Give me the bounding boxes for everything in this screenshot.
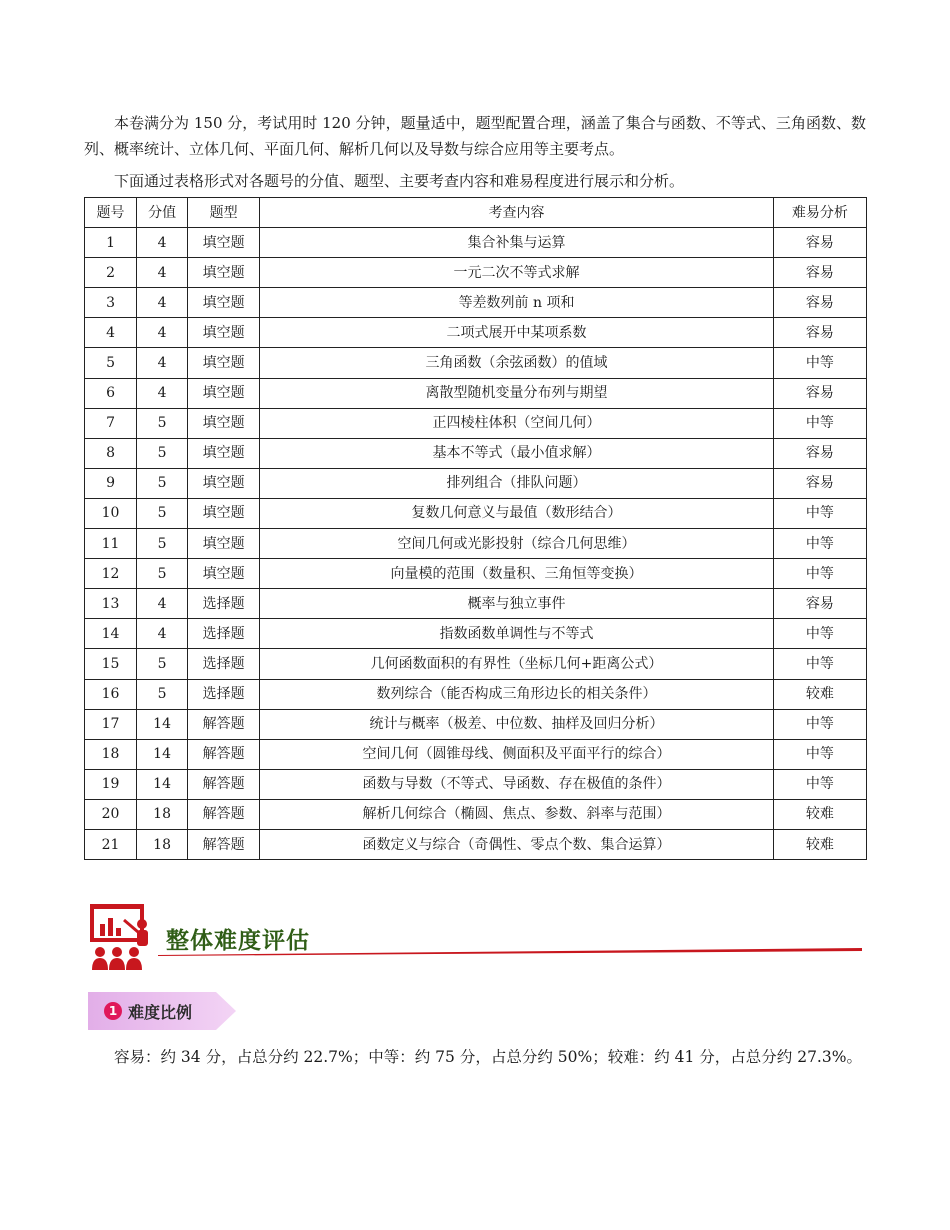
cell-score: 4 [137,318,188,348]
header-difficulty: 难易分析 [773,198,866,228]
cell-score: 5 [137,649,188,679]
cell-difficulty: 较难 [773,829,866,859]
cell-difficulty: 容易 [773,378,866,408]
table-row [85,649,867,679]
cell-question-number: 13 [85,589,137,619]
table-row [85,318,867,348]
table-row [85,468,867,498]
cell-difficulty: 中等 [773,408,866,438]
difficulty-summary: 容易：约 34 分，占总分约 22.7%；中等：约 75 分，占总分约 50%；较难：约 41 分，占总分约 27.3%。 [114,1048,862,1066]
cell-question-type: 填空题 [188,348,260,378]
cell-content: 基本不等式（最小值求解） [260,438,774,468]
table-row [85,498,867,528]
cell-difficulty: 容易 [773,288,866,318]
cell-question-type: 填空题 [188,559,260,589]
intro-paragraph-1: 本卷满分为 150 分，考试用时 120 分钟，题量适中，题型配置合理，涵盖了集合与函数、不等式、三角函数、数列、概率统计、立体几何、平面几何、解析几何以及导数与综合应用等主要考点。 [84,114,866,158]
cell-question-number: 11 [85,529,137,559]
cell-question-type: 填空题 [188,468,260,498]
cell-difficulty: 中等 [773,498,866,528]
cell-content: 向量模的范围（数量积、三角恒等变换） [260,559,774,589]
cell-score: 18 [137,799,188,829]
cell-difficulty: 中等 [773,559,866,589]
cell-content: 解析几何综合（椭圆、焦点、参数、斜率与范围） [260,799,774,829]
table-row [85,709,867,739]
cell-score: 4 [137,348,188,378]
cell-question-number: 18 [85,739,137,769]
cell-question-number: 21 [85,829,137,859]
cell-score: 14 [137,769,188,799]
cell-question-type: 填空题 [188,288,260,318]
table-row [85,529,867,559]
cell-question-number: 4 [85,318,137,348]
table-row [85,799,867,829]
cell-question-number: 2 [85,258,137,288]
cell-difficulty: 容易 [773,258,866,288]
cell-score: 14 [137,709,188,739]
cell-content: 集合补集与运算 [260,228,774,258]
table-row [85,619,867,649]
cell-content: 空间几何（圆锥母线、侧面积及平面平行的综合） [260,739,774,769]
cell-question-number: 9 [85,468,137,498]
cell-question-number: 7 [85,408,137,438]
cell-content: 二项式展开中某项系数 [260,318,774,348]
cell-score: 5 [137,679,188,709]
cell-score: 4 [137,589,188,619]
cell-content: 等差数列前 n 项和 [260,288,774,318]
cell-difficulty: 容易 [773,228,866,258]
cell-question-type: 填空题 [188,438,260,468]
cell-difficulty: 中等 [773,709,866,739]
table-row [85,438,867,468]
cell-question-number: 1 [85,228,137,258]
cell-content: 离散型随机变量分布列与期望 [260,378,774,408]
cell-question-type: 选择题 [188,649,260,679]
intro-paragraph-2: 下面通过表格形式对各题号的分值、题型、主要考查内容和难易程度进行展示和分析。 [114,172,685,190]
table-row [85,739,867,769]
cell-difficulty: 容易 [773,318,866,348]
header-content: 考查内容 [260,198,774,228]
table-row [85,408,867,438]
header-score: 分值 [137,198,188,228]
subsection-title: 难度比例 [128,1003,193,1022]
cell-question-type: 选择题 [188,619,260,649]
cell-difficulty: 较难 [773,679,866,709]
cell-question-number: 5 [85,348,137,378]
table-row [85,769,867,799]
cell-difficulty: 较难 [773,799,866,829]
cell-question-number: 20 [85,799,137,829]
cell-question-number: 12 [85,559,137,589]
cell-score: 5 [137,408,188,438]
cell-question-type: 填空题 [188,378,260,408]
subsection-number-badge: 1 [104,1002,122,1020]
cell-score: 5 [137,438,188,468]
cell-score: 18 [137,829,188,859]
cell-content: 空间几何或光影投射（综合几何思维） [260,529,774,559]
table-row [85,378,867,408]
cell-question-type: 填空题 [188,498,260,528]
cell-difficulty: 中等 [773,739,866,769]
cell-score: 14 [137,739,188,769]
cell-question-number: 16 [85,679,137,709]
cell-score: 4 [137,619,188,649]
table-row [85,348,867,378]
cell-question-type: 填空题 [188,318,260,348]
cell-score: 5 [137,498,188,528]
cell-content: 概率与独立事件 [260,589,774,619]
cell-question-type: 填空题 [188,258,260,288]
header-question-number: 题号 [85,198,137,228]
table-row [85,228,867,258]
cell-question-type: 解答题 [188,769,260,799]
table-row [85,589,867,619]
presentation-board-icon [90,902,154,972]
cell-content: 统计与概率（极差、中位数、抽样及回归分析） [260,709,774,739]
cell-content: 排列组合（排队问题） [260,468,774,498]
cell-content: 函数与导数（不等式、导函数、存在极值的条件） [260,769,774,799]
cell-content: 几何函数面积的有界性（坐标几何+距离公式） [260,649,774,679]
cell-content: 指数函数单调性与不等式 [260,619,774,649]
cell-content: 三角函数（余弦函数）的值域 [260,348,774,378]
cell-question-type: 选择题 [188,589,260,619]
cell-difficulty: 中等 [773,769,866,799]
table-header-row [85,198,867,228]
table-row [85,829,867,859]
cell-content: 复数几何意义与最值（数形结合） [260,498,774,528]
cell-difficulty: 中等 [773,649,866,679]
cell-difficulty: 容易 [773,589,866,619]
cell-score: 5 [137,468,188,498]
exam-analysis-table [84,197,867,860]
section-title: 整体难度评估 [166,928,310,954]
cell-question-type: 选择题 [188,679,260,709]
cell-score: 4 [137,228,188,258]
cell-question-type: 填空题 [188,408,260,438]
cell-question-number: 19 [85,769,137,799]
cell-score: 5 [137,559,188,589]
cell-question-number: 8 [85,438,137,468]
table-row [85,559,867,589]
cell-question-number: 17 [85,709,137,739]
cell-question-number: 15 [85,649,137,679]
table-row [85,679,867,709]
cell-score: 5 [137,529,188,559]
cell-content: 函数定义与综合（奇偶性、零点个数、集合运算） [260,829,774,859]
table-row [85,258,867,288]
cell-score: 4 [137,258,188,288]
header-question-type: 题型 [188,198,260,228]
cell-difficulty: 中等 [773,348,866,378]
cell-content: 正四棱柱体积（空间几何） [260,408,774,438]
cell-question-type: 解答题 [188,799,260,829]
cell-question-number: 3 [85,288,137,318]
cell-score: 4 [137,288,188,318]
cell-content: 数列综合（能否构成三角形边长的相关条件） [260,679,774,709]
cell-question-type: 填空题 [188,228,260,258]
cell-difficulty: 容易 [773,438,866,468]
cell-question-number: 6 [85,378,137,408]
cell-question-type: 解答题 [188,829,260,859]
section-underline [158,948,862,956]
cell-question-type: 解答题 [188,709,260,739]
cell-score: 4 [137,378,188,408]
cell-question-type: 解答题 [188,739,260,769]
cell-content: 一元二次不等式求解 [260,258,774,288]
cell-question-number: 10 [85,498,137,528]
cell-question-number: 14 [85,619,137,649]
cell-question-type: 填空题 [188,529,260,559]
cell-difficulty: 容易 [773,468,866,498]
table-body [85,228,867,860]
cell-difficulty: 中等 [773,529,866,559]
cell-difficulty: 中等 [773,619,866,649]
table-row [85,288,867,318]
